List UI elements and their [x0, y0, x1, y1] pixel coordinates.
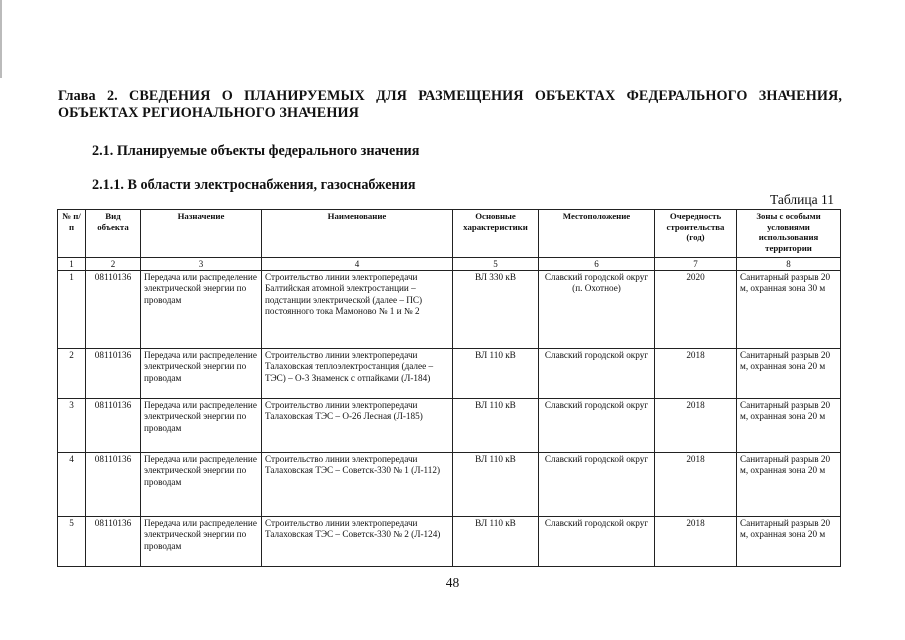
- purpose-cell: Передача или распределение электрической энергии по проводам: [141, 453, 262, 517]
- row-number: 3: [58, 399, 86, 453]
- characteristics-cell: ВЛ 330 кВ: [453, 271, 539, 349]
- location-cell: Славский городской округ: [539, 349, 655, 399]
- location-cell: Славский городской округ (п. Охотное): [539, 271, 655, 349]
- special-zones-cell: Санитарный разрыв 20 м, охранная зона 30 м: [737, 271, 841, 349]
- row-number: 5: [58, 517, 86, 567]
- header-cell: № п/п: [58, 210, 86, 258]
- header-cell: Назначение: [141, 210, 262, 258]
- column-number: 1: [58, 258, 86, 271]
- row-number: 4: [58, 453, 86, 517]
- purpose-cell: Передача или распределение электрической энергии по проводам: [141, 271, 262, 349]
- column-number: 3: [141, 258, 262, 271]
- subsection-title: 2.1.1. В области электроснабжения, газоснабжения: [92, 177, 416, 193]
- location-cell: Славский городской округ: [539, 453, 655, 517]
- header-cell: Зоны с особыми условиями использования территории: [737, 210, 841, 258]
- location-cell: Славский городской округ: [539, 399, 655, 453]
- header-cell: Наименование: [262, 210, 453, 258]
- special-zones-cell: Санитарный разрыв 20 м, охранная зона 20 м: [737, 453, 841, 517]
- column-number: 8: [737, 258, 841, 271]
- planned-objects-table: [57, 209, 841, 567]
- row-number: 1: [58, 271, 86, 349]
- table-header-row: [58, 210, 841, 258]
- column-number: 2: [86, 258, 141, 271]
- column-number-row: [58, 258, 841, 271]
- object-type-code: 08110136: [86, 349, 141, 399]
- characteristics-cell: ВЛ 110 кВ: [453, 453, 539, 517]
- object-type-code: 08110136: [86, 271, 141, 349]
- name-cell: Строительство линии электропередачи Талаховская ТЭС – Советск-330 № 1 (Л-112): [262, 453, 453, 517]
- column-number: 6: [539, 258, 655, 271]
- page-number: 48: [445, 575, 460, 590]
- purpose-cell: Передача или распределение электрической энергии по проводам: [141, 517, 262, 567]
- name-cell: Строительство линии электропередачи Балтийская атомной электростанции – подстанции электрической (далее – ПС) постоянного тока Мамоново № 1 и № 2: [262, 271, 453, 349]
- table-row: [58, 271, 841, 349]
- purpose-cell: Передача или распределение электрической энергии по проводам: [141, 349, 262, 399]
- construction-year-cell: 2018: [655, 453, 737, 517]
- construction-year-cell: 2018: [655, 349, 737, 399]
- characteristics-cell: ВЛ 110 кВ: [453, 399, 539, 453]
- column-number: 7: [655, 258, 737, 271]
- column-number: 4: [262, 258, 453, 271]
- object-type-code: 08110136: [86, 517, 141, 567]
- table-label: Таблица 11: [770, 192, 834, 207]
- special-zones-cell: Санитарный разрыв 20 м, охранная зона 20 м: [737, 349, 841, 399]
- table-row: [58, 349, 841, 399]
- name-cell: Строительство линии электропередачи Талаховская теплоэлектростанция (далее – ТЭС) – О-3 Знаменск с отпайками (Л-184): [262, 349, 453, 399]
- location-cell: Славский городской округ: [539, 517, 655, 567]
- column-number: 5: [453, 258, 539, 271]
- special-zones-cell: Санитарный разрыв 20 м, охранная зона 20 м: [737, 517, 841, 567]
- characteristics-cell: ВЛ 110 кВ: [453, 349, 539, 399]
- header-cell: Местоположение: [539, 210, 655, 258]
- name-cell: Строительство линии электропередачи Талаховская ТЭС – Советск-330 № 2 (Л-124): [262, 517, 453, 567]
- table-row: [58, 453, 841, 517]
- construction-year-cell: 2020: [655, 271, 737, 349]
- section-title: 2.1. Планируемые объекты федерального значения: [92, 143, 420, 159]
- header-cell: Основные характеристики: [453, 210, 539, 258]
- chapter-title: Глава 2. СВЕДЕНИЯ О ПЛАНИРУЕМЫХ ДЛЯ РАЗМЕЩЕНИЯ ОБЪЕКТАХ ФЕДЕРАЛЬНОГО ЗНАЧЕНИЯ, ОБЪЕКТАХ РЕГИОНАЛЬНОГО ЗНАЧЕНИЯ: [58, 88, 842, 121]
- name-cell: Строительство линии электропередачи Талаховская ТЭС – О-26 Лесная (Л-185): [262, 399, 453, 453]
- construction-year-cell: 2018: [655, 399, 737, 453]
- object-type-code: 08110136: [86, 399, 141, 453]
- characteristics-cell: ВЛ 110 кВ: [453, 517, 539, 567]
- object-type-code: 08110136: [86, 453, 141, 517]
- row-number: 2: [58, 349, 86, 399]
- construction-year-cell: 2018: [655, 517, 737, 567]
- table-row: [58, 517, 841, 567]
- table-row: [58, 399, 841, 453]
- purpose-cell: Передача или распределение электрической энергии по проводам: [141, 399, 262, 453]
- header-cell: Вид объекта: [86, 210, 141, 258]
- special-zones-cell: Санитарный разрыв 20 м, охранная зона 20 м: [737, 399, 841, 453]
- header-cell: Очередность строительства (год): [655, 210, 737, 258]
- scan-edge-mark: [0, 0, 2, 78]
